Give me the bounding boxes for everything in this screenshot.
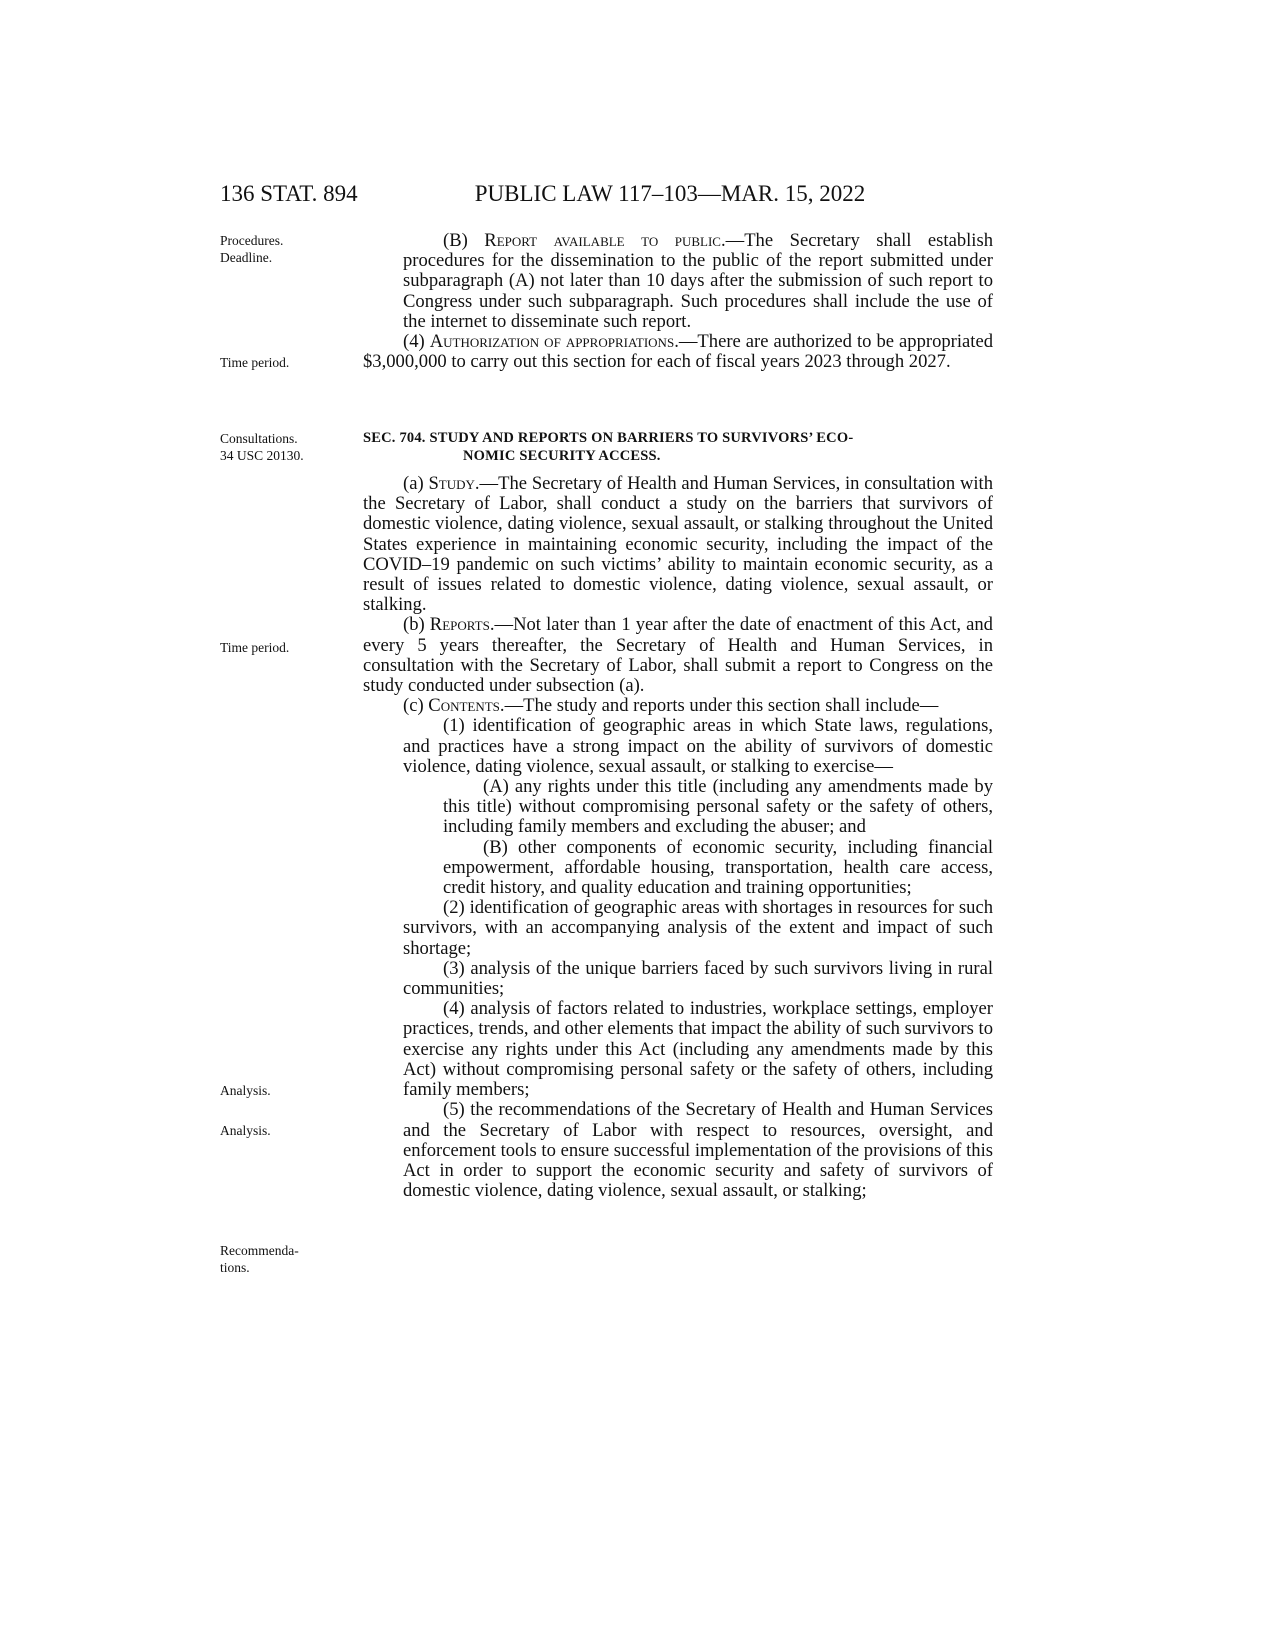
- margin-note-analysis: Analysis.: [220, 1083, 271, 1098]
- subsection-heading: Contents: [428, 695, 500, 717]
- section-heading-line1: SEC. 704. STUDY AND REPORTS ON BARRIERS TO SURVIVORS’ ECO-: [363, 430, 854, 446]
- margin-note-usc-citation: 34 USC 20130.: [220, 448, 304, 463]
- top-text-block: [363, 231, 993, 372]
- margin-note-deadline: Deadline.: [220, 250, 273, 265]
- margin-note-recommendations: Recommenda-: [220, 1243, 299, 1258]
- list-item-1: (1) identification of geographic areas in which State laws, regulations, and practices have a strong impact on the ability of survivors of domestic violence, dating violence, sexual assault, or stalking to exercise—: [403, 715, 993, 777]
- paragraph-b-report-available: (B) Report available to public.—The Secretary shall establish procedures for the dissemination to the public of the report submitted under subparagraph (A) not later than 10 days after the submission of such report to Congress under such subparagraph. Such procedures shall include the use of the internet to disseminate such report.: [403, 230, 993, 332]
- subsection-b-reports: (b) Reports.—Not later than 1 year after the date of enactment of this Act, and every 5 years thereafter, the Secretary of Health and Human Services, in consultation with the Secretary of Labor, shall submit a report to Congress on the study conducted under subsection (a).: [363, 614, 993, 697]
- margin-note-consultations: Consultations.: [220, 431, 298, 446]
- list-item-1-b: (B) other components of economic security, including financial empowerment, affordable housing, transportation, health care access, credit history, and quality education and training opportunities;: [443, 836, 993, 899]
- section-body: [363, 474, 993, 1201]
- subsection-heading: Reports: [429, 614, 490, 636]
- margin-note-procedures: Procedures.: [220, 233, 284, 248]
- list-item-3: (3) analysis of the unique barriers faced by such survivors living in rural communities;: [403, 957, 993, 1000]
- subsection-a-study: (a) Study.—The Secretary of Health and Human Services, in consultation with the Secretary of Labor, shall conduct a study on the barriers that survivors of domestic violence, dating violence, sexual assault, or stalking throughout the United States experience in maintaining economic security, including the impact of the COVID–19 pandemic on such victims’ ability to maintain economic security, as a result of issues related to domestic violence, dating violence, sexual assault, or stalking.: [363, 473, 993, 616]
- list-item-4: (4) analysis of factors related to industries, workplace settings, employer practices, trends, and other elements that impact the ability of such survivors to exercise any rights under this Act (including any amendments made by this Act) without compromising personal safety or the safety of others, including family members;: [403, 998, 993, 1101]
- paragraph-heading: Authorization of appropriations: [429, 331, 675, 353]
- page-reference: 136 STAT. 894: [220, 181, 358, 206]
- margin-note-time-period: Time period.: [220, 355, 290, 370]
- margin-note-recommendations-cont: tions.: [220, 1260, 250, 1275]
- section-heading: [363, 429, 993, 465]
- margin-note-analysis: Analysis.: [220, 1123, 271, 1138]
- list-item-2: (2) identification of geographic areas with shortages in resources for such survivors, with an accompanying analysis of the extent and impact of such shortage;: [403, 897, 993, 959]
- paragraph-heading: Report available to public: [484, 230, 721, 251]
- page-title: PUBLIC LAW 117–103—MAR. 15, 2022: [474, 181, 866, 206]
- list-item-1-a: (A) any rights under this title (including any amendments made by this title) without compromising personal safety or the safety of others, including family members and excluding the abuser; and: [443, 776, 993, 838]
- subsection-c-contents: (c) Contents.—The study and reports under this section shall include—: [403, 695, 939, 717]
- list-item-5: (5) the recommendations of the Secretary of Health and Human Services and the Secretary of Labor with respect to resources, oversight, and enforcement tools to ensure successful implementation of the provisions of this Act in order to support the economic security and safety of survivors of domestic violence, dating violence, sexual assault, or stalking;: [403, 1099, 993, 1202]
- paragraph-4-authorization: (4) Authorization of appropriations.—There are authorized to be appropriated $3,000,000 to carry out this section for each of fiscal years 2023 through 2027.: [363, 331, 993, 373]
- section-heading-line2: NOMIC SECURITY ACCESS.: [463, 448, 661, 464]
- subsection-heading: Study: [428, 473, 475, 494]
- margin-note-time-period: Time period.: [220, 640, 290, 655]
